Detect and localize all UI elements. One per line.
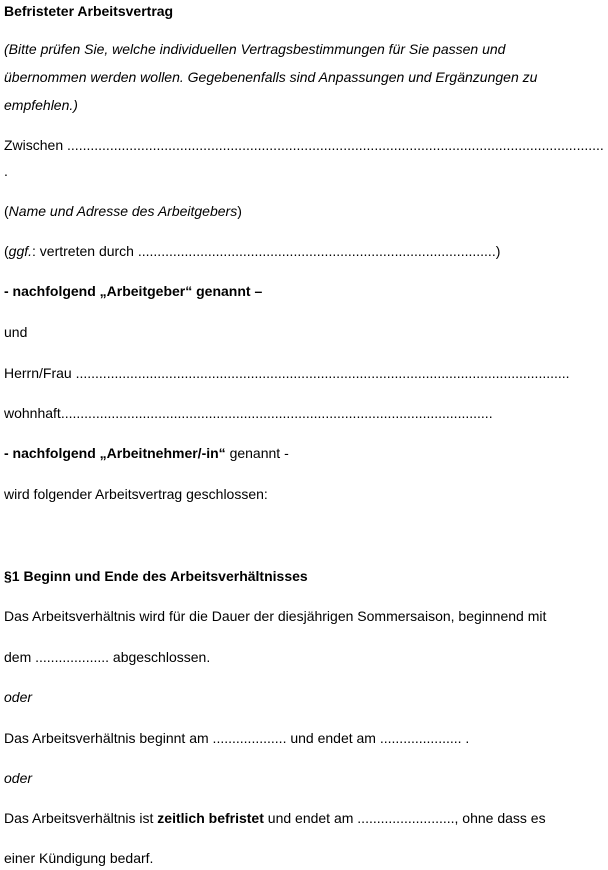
section-1-heading: §1 Beginn und Ende des Arbeitsverhältnisses	[4, 568, 308, 584]
section-1-paragraph-1-line-1: Das Arbeitsverhältnis wird für die Dauer der diesjährigen Sommersaison, beginnend mit	[4, 608, 547, 624]
oder-separator-2: oder	[4, 770, 33, 786]
employer-designation: - nachfolgend „Arbeitgeber“ genannt –	[4, 283, 263, 299]
section-1-paragraph-3-line-1	[4, 809, 546, 827]
instruction-note-line-3: empfehlen.)	[4, 97, 78, 113]
ggf-abbrev: ggf.	[8, 243, 33, 259]
represented-by-line	[4, 242, 500, 260]
oder-separator-1: oder	[4, 689, 33, 705]
zwischen-dots: ..........................................................................................................................................	[67, 137, 604, 153]
paragraph-3-bold: zeitlich befristet	[157, 810, 264, 826]
residence-line	[4, 404, 493, 422]
employee-name-line	[4, 364, 570, 382]
employer-name-text: Name und Adresse des Arbeitgebers	[8, 203, 238, 219]
employer-open-paren: (	[4, 203, 9, 219]
paragraph-3-pre: Das Arbeitsverhältnis ist	[4, 810, 158, 826]
employer-close-paren: )	[237, 203, 242, 219]
paragraph-3-post: und endet am ........................., ohne dass es	[263, 810, 546, 826]
represented-by-text: : vertreten durch ............................................................................................)	[32, 243, 501, 259]
wohnhaft-label: wohnhaft	[4, 405, 61, 421]
wohnhaft-dots: ...............................................................................................................	[60, 405, 493, 421]
employee-designation-rest: genannt -	[225, 445, 289, 461]
zwischen-label: Zwischen	[4, 137, 64, 153]
herr-frau-dots: ...............................................................................................................................	[75, 365, 570, 381]
employee-designation	[4, 444, 289, 462]
document-title: Befristeter Arbeitsvertrag	[4, 3, 174, 19]
section-1-paragraph-3-line-2: einer Kündigung bedarf.	[4, 850, 154, 866]
zwischen-line	[4, 136, 604, 154]
instruction-note-line-2: übernommen werden wollen. Gegebenenfalls sind Anpassungen und Ergänzungen zu	[4, 69, 538, 85]
employee-designation-bold: - nachfolgend „Arbeitnehmer/-in“	[4, 445, 226, 461]
herr-frau-label: Herrn/Frau	[4, 365, 72, 381]
instruction-note-line-1: (Bitte prüfen Sie, welche individuellen Vertragsbestimmungen für Sie passen und	[4, 41, 506, 57]
contract-concluded-line: wird folgender Arbeitsvertrag geschlossen:	[4, 486, 268, 502]
ggf-open-paren: (	[4, 243, 9, 259]
und-text: und	[4, 324, 28, 340]
employer-name-placeholder	[4, 202, 242, 220]
zwischen-continuation: .	[4, 163, 8, 179]
section-1-paragraph-1-line-2: dem ................... abgeschlossen.	[4, 649, 211, 665]
section-1-paragraph-2: Das Arbeitsverhältnis beginnt am ................... und endet am ..................... .	[4, 730, 470, 746]
